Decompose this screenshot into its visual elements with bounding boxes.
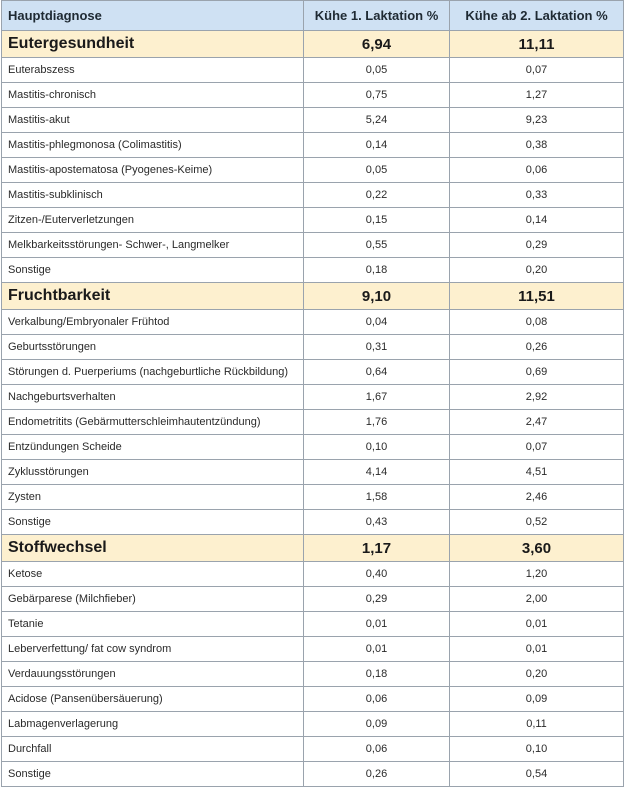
value-first-lactation: 0,75: [304, 83, 450, 108]
value-second-lactation: 0,07: [450, 58, 624, 83]
section-row: [2, 283, 624, 310]
value-first-lactation: 1,76: [304, 410, 450, 435]
diagnosis-label: Tetanie: [2, 612, 304, 637]
table-row: [2, 335, 624, 360]
table-row: [2, 133, 624, 158]
value-first-lactation: 0,09: [304, 712, 450, 737]
table-row: [2, 587, 624, 612]
value-first-lactation: 0,43: [304, 510, 450, 535]
diagnosis-label: Entzündungen Scheide: [2, 435, 304, 460]
table-row: [2, 385, 624, 410]
value-second-lactation: 0,08: [450, 310, 624, 335]
section-row: [2, 535, 624, 562]
value-second-lactation: 2,92: [450, 385, 624, 410]
value-first-lactation: 0,06: [304, 687, 450, 712]
table-row: [2, 108, 624, 133]
value-first-lactation: 0,14: [304, 133, 450, 158]
diagnosis-label: Verkalbung/Embryonaler Frühtod: [2, 310, 304, 335]
table-row: [2, 460, 624, 485]
value-second-lactation: 2,46: [450, 485, 624, 510]
header-first-lactation: Kühe 1. Laktation %: [304, 1, 450, 31]
diagnosis-label: Durchfall: [2, 737, 304, 762]
section-row: [2, 31, 624, 58]
diagnosis-label: Mastitis-phlegmonosa (Colimastitis): [2, 133, 304, 158]
value-first-lactation: 0,10: [304, 435, 450, 460]
table-row: [2, 183, 624, 208]
section-value-first-lactation: 6,94: [304, 31, 450, 58]
section-value-first-lactation: 1,17: [304, 535, 450, 562]
diagnosis-label: Mastitis-akut: [2, 108, 304, 133]
diagnosis-label: Gebärparese (Milchfieber): [2, 587, 304, 612]
table-row: [2, 83, 624, 108]
diagnosis-label: Euterabszess: [2, 58, 304, 83]
value-second-lactation: 0,09: [450, 687, 624, 712]
value-second-lactation: 0,10: [450, 737, 624, 762]
value-second-lactation: 0,52: [450, 510, 624, 535]
table-row: [2, 435, 624, 460]
table-row: [2, 158, 624, 183]
value-second-lactation: 0,26: [450, 335, 624, 360]
value-first-lactation: 0,22: [304, 183, 450, 208]
value-second-lactation: 0,29: [450, 233, 624, 258]
section-value-first-lactation: 9,10: [304, 283, 450, 310]
diagnosis-table: [1, 0, 624, 787]
diagnosis-label: Mastitis-apostematosa (Pyogenes-Keime): [2, 158, 304, 183]
value-first-lactation: 0,55: [304, 233, 450, 258]
value-first-lactation: 0,40: [304, 562, 450, 587]
table-row: [2, 258, 624, 283]
value-second-lactation: 0,69: [450, 360, 624, 385]
diagnosis-label: Zyklusstörungen: [2, 460, 304, 485]
value-first-lactation: 0,01: [304, 612, 450, 637]
value-first-lactation: 0,05: [304, 58, 450, 83]
diagnosis-label: Sonstige: [2, 510, 304, 535]
diagnosis-label: Labmagenverlagerung: [2, 712, 304, 737]
table-row: [2, 712, 624, 737]
value-second-lactation: 0,33: [450, 183, 624, 208]
value-second-lactation: 0,06: [450, 158, 624, 183]
diagnosis-label: Nachgeburtsverhalten: [2, 385, 304, 410]
section-value-second-lactation: 11,11: [450, 31, 624, 58]
diagnosis-label: Zysten: [2, 485, 304, 510]
table-body: [2, 31, 624, 787]
value-second-lactation: 2,00: [450, 587, 624, 612]
table-row: [2, 737, 624, 762]
diagnosis-label: Ketose: [2, 562, 304, 587]
header-row: [2, 1, 624, 31]
section-name: Fruchtbarkeit: [2, 283, 304, 310]
diagnosis-label: Geburtsstörungen: [2, 335, 304, 360]
diagnosis-label: Acidose (Pansenübersäuerung): [2, 687, 304, 712]
value-first-lactation: 0,06: [304, 737, 450, 762]
value-second-lactation: 0,01: [450, 637, 624, 662]
value-first-lactation: 0,64: [304, 360, 450, 385]
value-second-lactation: 0,20: [450, 258, 624, 283]
value-second-lactation: 0,01: [450, 612, 624, 637]
value-second-lactation: 9,23: [450, 108, 624, 133]
value-first-lactation: 0,31: [304, 335, 450, 360]
value-first-lactation: 0,04: [304, 310, 450, 335]
table-row: [2, 360, 624, 385]
table-row: [2, 687, 624, 712]
section-name: Stoffwechsel: [2, 535, 304, 562]
diagnosis-label: Verdauungsstörungen: [2, 662, 304, 687]
value-second-lactation: 0,07: [450, 435, 624, 460]
value-second-lactation: 0,11: [450, 712, 624, 737]
diagnosis-label: Mastitis-chronisch: [2, 83, 304, 108]
header-second-lactation: Kühe ab 2. Laktation %: [450, 1, 624, 31]
value-second-lactation: 4,51: [450, 460, 624, 485]
value-first-lactation: 4,14: [304, 460, 450, 485]
table-row: [2, 233, 624, 258]
value-first-lactation: 0,01: [304, 637, 450, 662]
value-second-lactation: 0,38: [450, 133, 624, 158]
value-first-lactation: 1,58: [304, 485, 450, 510]
diagnosis-label: Sonstige: [2, 762, 304, 787]
section-value-second-lactation: 3,60: [450, 535, 624, 562]
diagnosis-label: Endometritits (Gebärmutterschleimhautentzündung): [2, 410, 304, 435]
diagnosis-label: Sonstige: [2, 258, 304, 283]
value-first-lactation: 1,67: [304, 385, 450, 410]
value-first-lactation: 0,18: [304, 258, 450, 283]
section-name: Eutergesundheit: [2, 31, 304, 58]
diagnosis-label: Mastitis-subklinisch: [2, 183, 304, 208]
value-second-lactation: 1,27: [450, 83, 624, 108]
table-row: [2, 637, 624, 662]
value-first-lactation: 0,26: [304, 762, 450, 787]
value-first-lactation: 5,24: [304, 108, 450, 133]
value-first-lactation: 0,15: [304, 208, 450, 233]
table-row: [2, 612, 624, 637]
value-second-lactation: 0,54: [450, 762, 624, 787]
table-header: [2, 1, 624, 31]
table-row: [2, 562, 624, 587]
table-row: [2, 662, 624, 687]
diagnosis-label: Melkbarkeitsstörungen- Schwer-, Langmelker: [2, 233, 304, 258]
value-second-lactation: 2,47: [450, 410, 624, 435]
value-first-lactation: 0,18: [304, 662, 450, 687]
diagnosis-label: Störungen d. Puerperiums (nachgeburtliche Rückbildung): [2, 360, 304, 385]
value-first-lactation: 0,29: [304, 587, 450, 612]
value-second-lactation: 0,14: [450, 208, 624, 233]
value-first-lactation: 0,05: [304, 158, 450, 183]
value-second-lactation: 0,20: [450, 662, 624, 687]
table-row: [2, 58, 624, 83]
diagnosis-label: Zitzen-/Euterverletzungen: [2, 208, 304, 233]
table-row: [2, 410, 624, 435]
table-row: [2, 762, 624, 787]
table-row: [2, 310, 624, 335]
header-hauptdiagnose: Hauptdiagnose: [2, 1, 304, 31]
table-row: [2, 485, 624, 510]
diagnosis-label: Leberverfettung/ fat cow syndrom: [2, 637, 304, 662]
table-row: [2, 510, 624, 535]
value-second-lactation: 1,20: [450, 562, 624, 587]
section-value-second-lactation: 11,51: [450, 283, 624, 310]
diagnosis-table-container: [1, 0, 623, 787]
table-row: [2, 208, 624, 233]
